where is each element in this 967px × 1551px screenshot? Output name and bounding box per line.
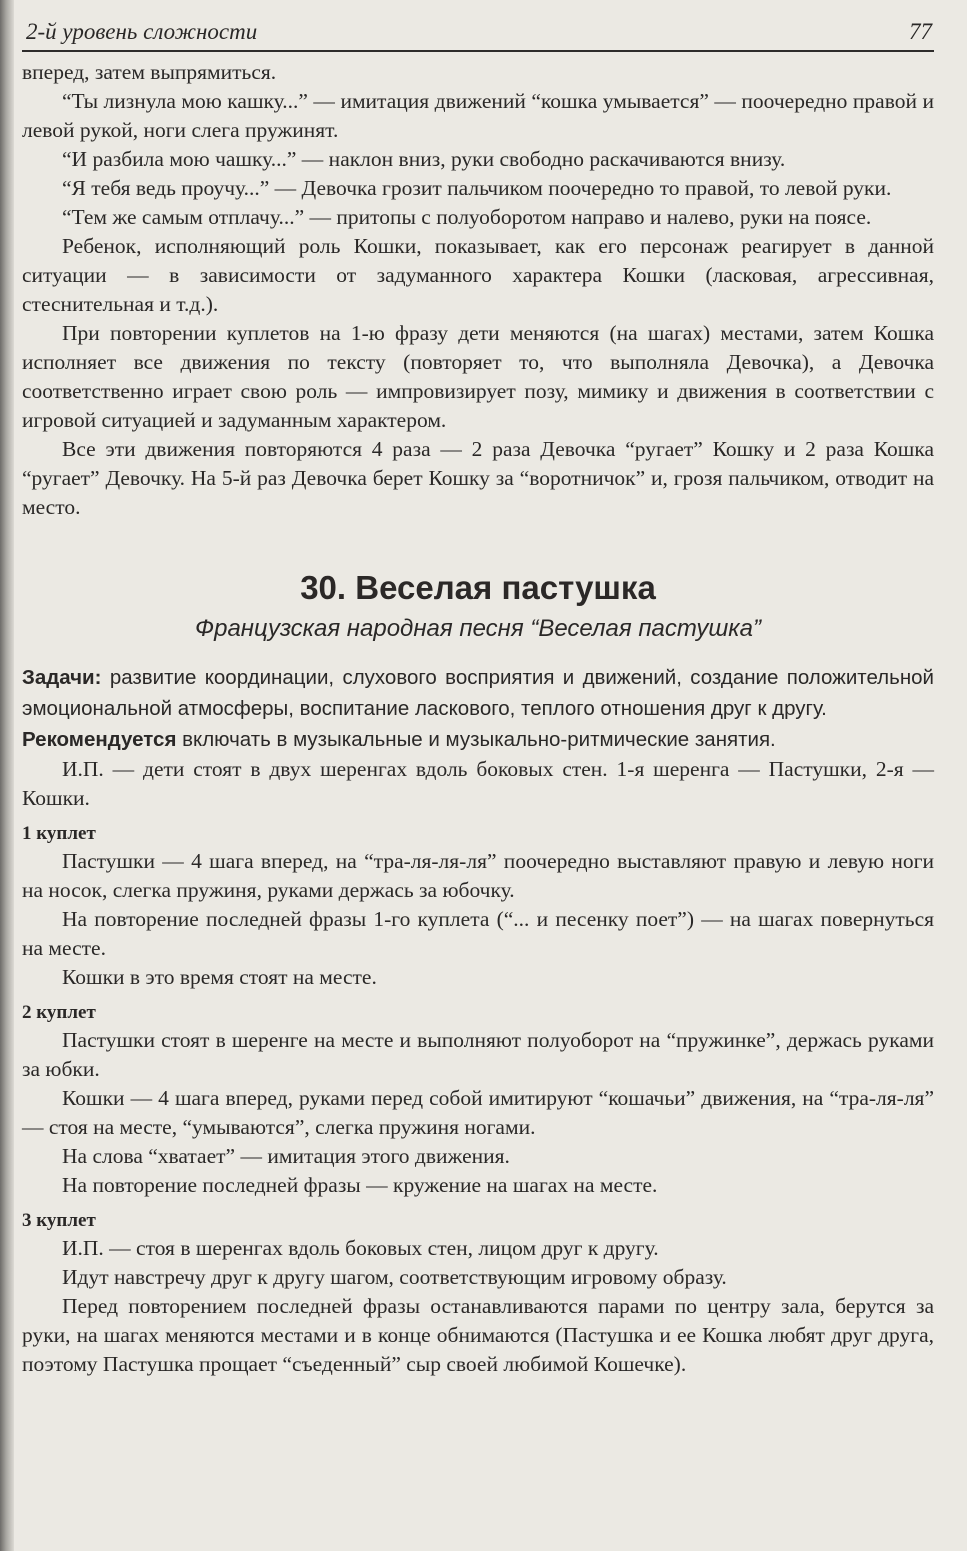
tasks-text: развитие координации, слухового восприятия и движений, создание положительной эмоциональной атмосферы, воспитание ласкового, теплого отношения друг к другу.	[22, 666, 934, 720]
recommend-text: включать в музыкальные и музыкально-ритмические занятия.	[176, 728, 776, 751]
paragraph: Пастушки стоят в шеренге на месте и выполняют полуоборот на “пружинке”, держась руками за юбки.	[22, 1028, 934, 1081]
intro-text	[22, 58, 934, 522]
paragraph: Кошки в это время стоят на месте.	[62, 965, 377, 989]
verse-heading: 1 куплет	[22, 823, 96, 844]
paragraph: “Тем же самым отплачу...” — притопы с полуоборотом направо и налево, руки на поясе.	[62, 205, 872, 229]
paragraph: вперед, затем выпрямиться.	[22, 60, 277, 84]
paragraph: Все эти движения повторяются 4 раза — 2 раза Девочка “ругает” Кошку и 2 раза Кошка “ругает” Девочку. На 5-й раз Девочка берет Кошку за “воротничок” и, грозя пальчиком, отводит на место.	[22, 437, 934, 519]
tasks-paragraph	[22, 662, 934, 724]
tasks-label: Задачи:	[22, 666, 102, 689]
verse-heading: 3 куплет	[22, 1210, 96, 1231]
verse-2	[22, 1000, 934, 1200]
paragraph: Идут навстречу друг к другу шагом, соответствующим игровому образу.	[62, 1265, 727, 1289]
paragraph: Перед повторением последней фразы останавливаются парами по центру зала, берутся за руки, на шагах меняются местами и в конце обнимаются (Пастушка и ее Кошка любят друг друга, поэтому Пастушка прощает “съеденный” сыр своей любимой Кошечке).	[22, 1294, 934, 1376]
paragraph: “Ты лизнула мою кашку...” — имитация движений “кошка умывается” — поочередно правой и левой рукой, ноги слега пружинят.	[22, 89, 934, 142]
paragraph: Ребенок, исполняющий роль Кошки, показывает, как его персонаж реагирует в данной ситуации — в зависимости от задуманного характера Кошки (ласковая, агрессивная, стеснительная и т.д.).	[22, 234, 934, 316]
section-subtitle: Французская народная песня “Веселая пастушка”	[195, 615, 761, 642]
header-section-title: 2-й уровень сложности	[26, 19, 258, 44]
recommend-paragraph	[22, 724, 934, 755]
paragraph: “Я тебя ведь проучу...” — Девочка грозит пальчиком поочередно то правой, то левой руки.	[62, 176, 892, 200]
paragraph: Кошки — 4 шага вперед, руками перед собой имитируют “кошачьи” движения, на “тра-ля-ля” — стоя на месте, “умываются”, слегка пружиня ногами.	[22, 1086, 934, 1139]
paragraph: При повторении куплетов на 1-ю фразу дети меняются (на шагах) местами, затем Кошка исполняет все движения по тексту (повторяет то, что выполняла Девочка), а Девочка соответственно играет свою роль — импровизирует позу, мимику и движения в соответствии с игровой ситуацией и задуманным характером.	[22, 321, 934, 432]
verse-heading: 2 куплет	[22, 1002, 96, 1023]
paragraph: И.П. — стоя в шеренгах вдоль боковых стен, лицом друг к другу.	[62, 1236, 659, 1260]
section-title: 30. Веселая пастушка	[300, 569, 656, 606]
paragraph: Пастушки — 4 шага вперед, на “тра-ля-ля-ля” поочередно выставляют правую и левую ноги на носок, слегка пружиня, руками держась за юбочку.	[22, 849, 934, 902]
paragraph: На повторение последней фразы 1-го куплета (“... и песенку поет”) — на шагах повернуться на месте.	[22, 907, 934, 960]
paragraph: На слова “хватает” — имитация этого движения.	[62, 1144, 510, 1168]
recommend-label: Рекомендуется	[22, 728, 177, 751]
start-position: И.П. — дети стоят в двух шеренгах вдоль боковых стен. 1-я шеренга — Пастушки, 2-я — Кошки.	[22, 757, 934, 810]
book-binding-shadow	[0, 0, 14, 1551]
running-header	[22, 18, 934, 52]
book-page	[22, 18, 934, 1379]
paragraph: “И разбила мою чашку...” — наклон вниз, руки свободно раскачиваются внизу.	[62, 147, 786, 171]
page-number: 77	[909, 19, 932, 44]
verse-1	[22, 821, 934, 992]
paragraph: На повторение последней фразы — кружение на шагах на месте.	[62, 1173, 658, 1197]
tasks-block	[22, 662, 934, 755]
verse-3	[22, 1208, 934, 1379]
